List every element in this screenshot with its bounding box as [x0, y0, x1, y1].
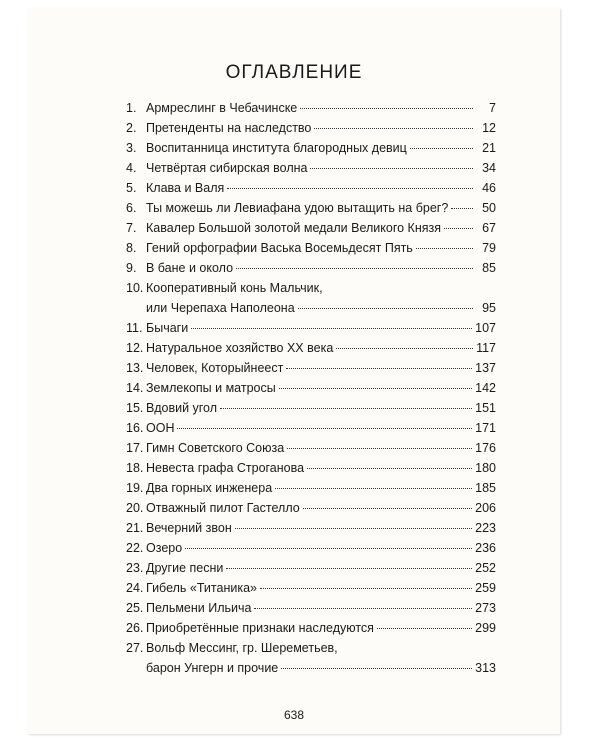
dot-leader	[260, 587, 472, 589]
dot-leader	[220, 407, 472, 409]
toc-entry-line	[126, 278, 496, 298]
toc-entry-title: Воспитанница института благородных девиц	[146, 141, 407, 155]
toc-entry-number: 22.	[126, 541, 144, 555]
toc-entry-title: Бычаги	[146, 321, 189, 335]
toc-entry	[126, 258, 496, 278]
toc-entry-page: 299	[475, 621, 496, 635]
toc-entry-number: 19.	[126, 481, 144, 495]
toc-entry-page: 50	[482, 201, 496, 215]
dot-leader	[416, 247, 473, 249]
toc-entry	[126, 618, 496, 638]
toc-entry-page: 273	[475, 601, 496, 615]
toc-entry-title: Приобретённые признаки наследуются	[146, 621, 374, 635]
toc-entry-title: Человек, Которыйнеест	[146, 361, 284, 375]
toc-entry-number: 1.	[126, 101, 137, 115]
toc-entry-number: 14.	[126, 381, 144, 395]
toc-entry	[126, 438, 496, 458]
toc-entry-title: Озеро	[146, 541, 183, 555]
toc-entry	[126, 338, 496, 358]
toc-entry-line	[126, 558, 496, 578]
toc-entry	[126, 238, 496, 258]
toc-entry-line	[126, 638, 496, 658]
toc-entry-title: Армреслинг в Чебачинске	[146, 101, 298, 115]
dot-leader	[226, 567, 472, 569]
dot-leader	[281, 667, 472, 669]
toc-entry-line	[126, 358, 496, 378]
toc-entry-title: Кооперативный конь Мальчик,	[146, 281, 323, 295]
toc-entry-line	[126, 518, 496, 538]
toc-entry-page: 151	[475, 401, 496, 415]
toc-entry-page: 12	[482, 121, 496, 135]
dot-leader	[307, 467, 472, 469]
toc-entry-number: 25.	[126, 601, 144, 615]
toc-entry-number: 11.	[126, 321, 143, 335]
toc-entry-number: 12.	[126, 341, 144, 355]
toc-entry-line	[126, 218, 496, 238]
toc-entry-line	[126, 598, 496, 618]
dot-leader	[254, 607, 472, 609]
toc-entry-title: ООН	[146, 421, 175, 435]
toc-entry-title: или Черепаха Наполеона	[146, 301, 295, 315]
dot-leader	[314, 127, 473, 129]
toc-entry-title: Гений орфографии Васька Восемьдесят Пять	[146, 241, 413, 255]
dot-leader	[236, 267, 473, 269]
toc-entry-line	[126, 298, 496, 318]
toc-entry-page: 206	[475, 501, 496, 515]
toc-entry	[126, 418, 496, 438]
toc-entry	[126, 198, 496, 218]
dot-leader	[191, 327, 472, 329]
toc-entry-line	[126, 478, 496, 498]
toc-entry-title: Натуральное хозяйство XX века	[146, 341, 334, 355]
toc-entry-number: 18.	[126, 461, 144, 475]
toc-entry-page: 252	[475, 561, 496, 575]
toc-entry-page: 223	[475, 521, 496, 535]
toc-entry	[126, 458, 496, 478]
toc-entry-number: 24.	[126, 581, 144, 595]
dot-leader	[177, 427, 472, 429]
toc-entry-line	[126, 178, 496, 198]
toc-entry-title: В бане и около	[146, 261, 234, 275]
dot-leader	[227, 187, 473, 189]
toc-entry-page: 67	[482, 221, 496, 235]
toc-entry-number: 7.	[126, 221, 137, 235]
toc-entry-page: 7	[489, 101, 496, 115]
book-page	[28, 8, 560, 734]
dot-leader	[303, 507, 472, 509]
toc-entry-page: 171	[475, 421, 496, 435]
toc-entry-number: 6.	[126, 201, 137, 215]
toc-entry-number: 9.	[126, 261, 137, 275]
toc-entry-page: 236	[475, 541, 496, 555]
toc-entry-line	[126, 258, 496, 278]
toc-entry-title: Претенденты на наследство	[146, 121, 312, 135]
toc-entry-title: Вдовий угол	[146, 401, 218, 415]
toc-title: ОГЛАВЛЕНИЕ	[225, 62, 363, 83]
toc-entry-page: 137	[475, 361, 496, 375]
toc-entry-title: Клава и Валя	[146, 181, 225, 195]
toc-entry-number: 13.	[126, 361, 144, 375]
dot-leader	[410, 147, 473, 149]
toc-entry-number: 23.	[126, 561, 144, 575]
toc-entry-page: 185	[475, 481, 496, 495]
toc-entry	[126, 378, 496, 398]
toc-entry-line	[126, 578, 496, 598]
toc-entry	[126, 178, 496, 198]
toc-entry-number: 26.	[126, 621, 144, 635]
toc-entry-line	[126, 398, 496, 418]
toc-entry-title: Пельмени Ильича	[146, 601, 252, 615]
toc-entry-page: 259	[475, 581, 496, 595]
toc-entry-line	[126, 498, 496, 518]
toc-entry-page: 85	[482, 261, 496, 275]
toc-entry-line	[126, 438, 496, 458]
toc-entry-number: 17.	[126, 441, 144, 455]
toc-list	[126, 98, 496, 678]
toc-entry-number: 10.	[126, 281, 144, 295]
toc-entry-line	[126, 198, 496, 218]
toc-entry	[126, 98, 496, 118]
toc-entry-page: 176	[475, 441, 496, 455]
toc-entry	[126, 118, 496, 138]
toc-entry	[126, 278, 496, 318]
toc-entry	[126, 558, 496, 578]
dot-leader	[235, 527, 472, 529]
toc-entry-title: Два горных инженера	[146, 481, 273, 495]
toc-entry	[126, 478, 496, 498]
dot-leader	[444, 227, 473, 229]
toc-entry-page: 21	[482, 141, 496, 155]
toc-entry-line	[126, 138, 496, 158]
toc-entry-number: 20.	[126, 501, 144, 515]
toc-entry	[126, 318, 496, 338]
toc-entry-line	[126, 118, 496, 138]
toc-entry	[126, 218, 496, 238]
toc-entry-page: 107	[475, 321, 496, 335]
toc-entry	[126, 578, 496, 598]
toc-entry	[126, 518, 496, 538]
toc-entry-line	[126, 418, 496, 438]
toc-entry-title: Кавалер Большой золотой медали Великого Князя	[146, 221, 441, 235]
dot-leader	[279, 387, 472, 389]
toc-entry-title: Ты можешь ли Левиафана удою вытащить на брег?	[146, 201, 449, 215]
toc-entry-line	[126, 98, 496, 118]
toc-entry	[126, 598, 496, 618]
toc-entry-title: Отважный пилот Гастелло	[146, 501, 300, 515]
dot-leader	[451, 207, 473, 209]
toc-entry	[126, 398, 496, 418]
dot-leader	[275, 487, 472, 489]
toc-entry-title: Другие песни	[146, 561, 224, 575]
toc-entry-line	[126, 338, 496, 358]
toc-entry-number: 3.	[126, 141, 137, 155]
toc-entry-line	[126, 618, 496, 638]
toc-entry-line	[126, 158, 496, 178]
toc-entry-page: 142	[475, 381, 496, 395]
toc-entry-number: 15.	[126, 401, 144, 415]
page-number: 638	[283, 708, 305, 722]
toc-entry	[126, 498, 496, 518]
toc-entry-number: 21.	[126, 521, 144, 535]
toc-entry-title: Гибель «Титаника»	[146, 581, 257, 595]
toc-entry	[126, 538, 496, 558]
toc-entry-page: 46	[482, 181, 496, 195]
toc-entry-line	[126, 458, 496, 478]
toc-entry-title: Четвёртая сибирская волна	[146, 161, 308, 175]
toc-entry-page: 117	[476, 341, 496, 355]
toc-entry-title: Вольф Мессинг, гр. Шереметьев,	[146, 641, 338, 655]
dot-leader	[185, 547, 472, 549]
dot-leader	[336, 347, 473, 349]
toc-entry-line	[126, 378, 496, 398]
toc-entry-title: барон Унгерн и прочие	[146, 661, 279, 675]
toc-entry	[126, 138, 496, 158]
toc-entry-number: 5.	[126, 181, 137, 195]
toc-entry-title: Невеста графа Строганова	[146, 461, 305, 475]
dot-leader	[310, 167, 473, 169]
toc-entry-page: 79	[482, 241, 496, 255]
toc-entry-line	[126, 538, 496, 558]
toc-entry-line	[126, 318, 496, 338]
dot-leader	[287, 447, 472, 449]
toc-entry	[126, 638, 496, 678]
toc-entry-number: 2.	[126, 121, 137, 135]
toc-entry-page: 180	[475, 461, 496, 475]
toc-entry-number: 16.	[126, 421, 144, 435]
toc-entry-line	[126, 658, 496, 678]
toc-entry-number: 4.	[126, 161, 137, 175]
toc-entry-line	[126, 238, 496, 258]
toc-entry	[126, 358, 496, 378]
dot-leader	[298, 307, 473, 309]
toc-entry-number: 27.	[126, 641, 144, 655]
dot-leader	[377, 627, 472, 629]
toc-entry-number: 8.	[126, 241, 137, 255]
toc-entry-page: 95	[482, 301, 496, 315]
toc-entry-page: 34	[482, 161, 496, 175]
toc-entry-page: 313	[475, 661, 496, 675]
toc-entry-title: Землекопы и матросы	[146, 381, 276, 395]
dot-leader	[286, 367, 472, 369]
toc-entry	[126, 158, 496, 178]
toc-entry-title: Гимн Советского Союза	[146, 441, 285, 455]
dot-leader	[300, 107, 473, 109]
toc-entry-title: Вечерний звон	[146, 521, 232, 535]
